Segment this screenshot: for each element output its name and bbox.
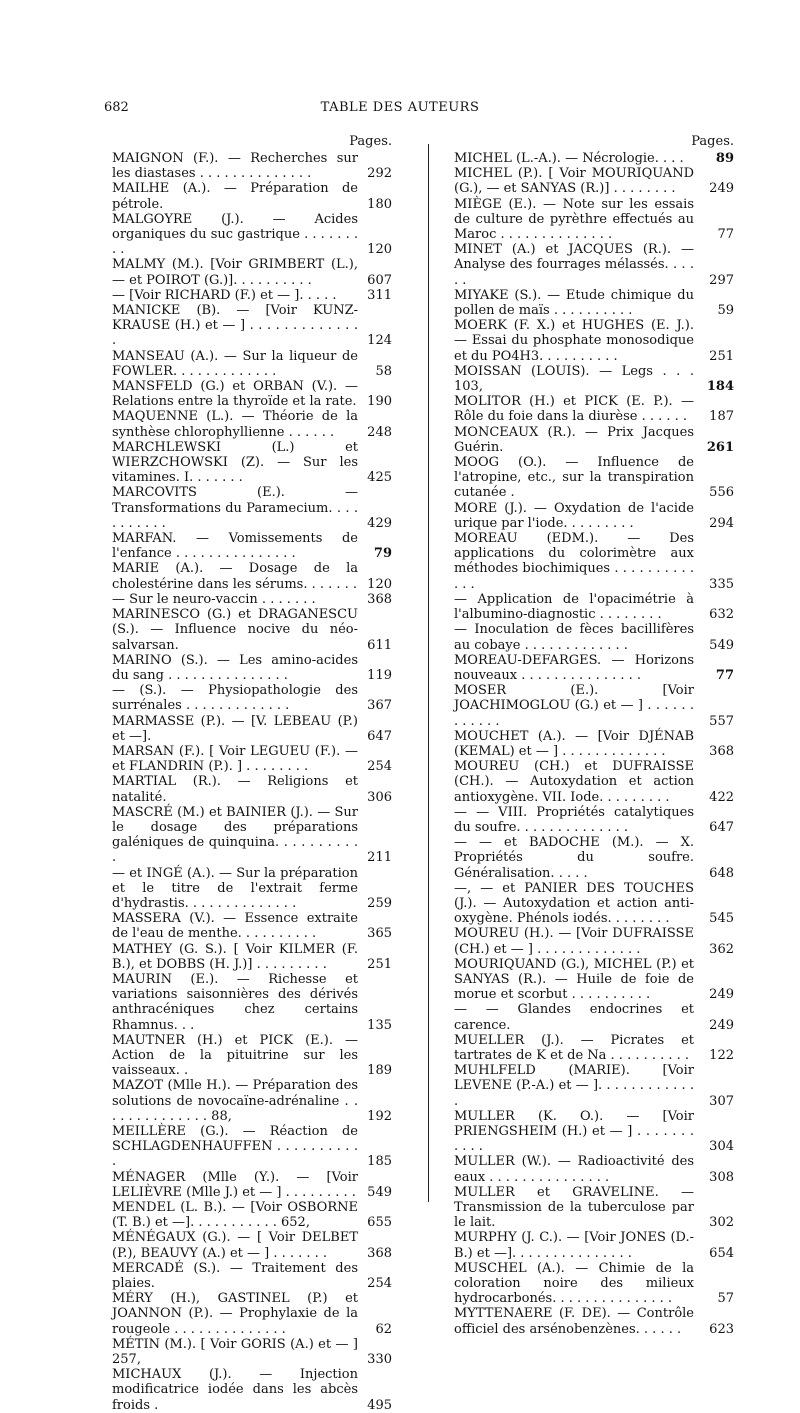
entry-page-number: 249 <box>709 1017 734 1033</box>
index-entry <box>112 1291 392 1337</box>
index-entry <box>454 151 734 166</box>
index-entry <box>454 318 734 364</box>
index-entry <box>454 455 734 501</box>
index-entry <box>112 911 392 941</box>
index-entry <box>112 531 392 561</box>
left-column <box>112 134 392 1413</box>
entry-page-number: 180 <box>367 196 392 212</box>
entry-text: MARSAN (F.). [ Voir LEGUEU (F.). — et FLANDRIN (P.). ] . . . . . . . . <box>112 743 358 775</box>
index-entry <box>112 561 392 591</box>
entry-text: MOSER (E.). [Voir JOACHIMOGLOU (G.) et — ] . . . . . . . . . . . . <box>454 683 694 729</box>
entry-page-number: 304 <box>709 1139 734 1155</box>
index-entry <box>454 1063 734 1109</box>
entry-text: MARIE (A.). — Dosage de la cholestérine dans les sérums. . . . . . . <box>112 561 358 592</box>
index-entry <box>454 1185 734 1231</box>
right-column <box>454 134 734 1337</box>
entry-text: MAZOT (Mlle H.). — Préparation des solutions de novocaïne-adrénaline . . . . . . . . . . . . . . 88, <box>112 1078 358 1124</box>
entry-page-number: 549 <box>709 637 734 653</box>
entry-page-number: 330 <box>367 1352 392 1368</box>
index-entry <box>454 805 734 835</box>
entry-page-number: 308 <box>709 1169 734 1185</box>
entry-page-number: 545 <box>709 911 734 927</box>
entry-page-number: 135 <box>367 1017 392 1033</box>
index-entry <box>112 212 392 258</box>
entry-text: MAILHE (A.). — Préparation de pétrole. <box>112 181 358 212</box>
entry-page-number: 557 <box>709 713 734 729</box>
entry-page-number: 120 <box>367 242 392 258</box>
index-entry <box>112 1124 392 1170</box>
index-entry <box>112 440 392 486</box>
entry-text: MUELLER (J.). — Picrates et tartrates de K et de Na . . . . . . . . . . <box>454 1032 694 1063</box>
pages-label: Pages. <box>691 134 734 149</box>
entry-text: — Sur le neuro-vaccin . . . . . . . <box>112 591 316 607</box>
page-number: 682 <box>104 100 129 115</box>
entry-text: MANSEAU (A.). — Sur la liqueur de FOWLER. . . . . . . . . . . . . <box>112 348 358 379</box>
entry-text: MIÈGE (E.). — Note sur les essais de culture de pyrèthre effectués au Maroc . . . . . . . . . . . . . . <box>454 196 694 243</box>
index-entry <box>112 1170 392 1200</box>
index-entry <box>112 805 392 866</box>
index-entry <box>112 257 392 287</box>
entry-page-number: 647 <box>709 819 734 835</box>
entry-text: MENDEL (L. B.). — [Voir OSBORNE (T. B.) et —]. . . . . . . . . . . 652, <box>112 1200 358 1231</box>
index-entry <box>112 607 392 653</box>
entry-text: MICHEL (L.-A.). — Nécrologie. . . . <box>454 151 684 166</box>
entry-page-number: 647 <box>367 728 392 744</box>
entry-text: MÉRY (H.), GASTINEL (P.) et JOANNON (P.). — Prophylaxie de la rougeole . . . . . . . . . . . . . . <box>112 1291 358 1337</box>
entry-text: MORE (J.). — Oxydation de l'acide urique par l'iode. . . . . . . . . <box>454 500 694 531</box>
page-title: TABLE DES AUTEURS <box>320 100 480 115</box>
entry-text: MICHAUX (J.). — Injection modificatrice iodée dans les abcès froids . <box>112 1367 358 1413</box>
entry-page-number: 623 <box>709 1321 734 1337</box>
entry-page-number: 57 <box>717 1291 734 1307</box>
index-entry <box>112 349 392 379</box>
index-entry <box>112 409 392 439</box>
index-entry <box>112 485 392 531</box>
index-entry <box>112 1337 392 1367</box>
entry-text: MOREAU-DEFARGES. — Horizons nouveaux . . . . . . . . . . . . . . . <box>454 652 694 683</box>
entry-text: MAURIN (E.). — Richesse et variations saisonnières des dérivés anthracéniques chez certains Rhamnus. . . <box>112 971 358 1033</box>
entry-page-number: 365 <box>367 926 392 942</box>
index-entry <box>454 592 734 622</box>
index-entry <box>454 622 734 652</box>
entry-page-number: 495 <box>367 1397 392 1413</box>
entry-page-number: 648 <box>709 865 734 881</box>
entry-page-number: 187 <box>709 409 734 425</box>
index-entry <box>454 531 734 592</box>
index-entry <box>112 744 392 774</box>
entry-text: MASCRÉ (M.) et BAINIER (J.). — Sur le dosage des préparations galéniques de quinquina. . . . . . . . . . . <box>112 804 358 866</box>
index-entry <box>454 881 734 927</box>
entry-page-number: 249 <box>709 987 734 1003</box>
index-entry <box>112 653 392 683</box>
entry-page-number: 632 <box>709 607 734 623</box>
entry-text: MAUTNER (H.) et PICK (E.). — Action de la pituitrine sur les vaisseaux. . <box>112 1032 358 1079</box>
entry-page-number: 185 <box>367 1154 392 1170</box>
entry-page-number: 335 <box>709 576 734 592</box>
index-entry <box>454 1033 734 1063</box>
entry-page-number: 248 <box>367 424 392 440</box>
pages-label: Pages. <box>349 134 392 149</box>
entry-text: MAQUENNE (L.). — Théorie de la synthèse chlorophyllienne . . . . . . <box>112 409 358 440</box>
entry-text: MUHLFELD (MARIE). [Voir LEVENE (P.-A.) et — ]. . . . . . . . . . . . . <box>454 1063 694 1109</box>
index-entry <box>112 866 392 912</box>
index-entry <box>112 303 392 349</box>
entry-text: MARFAN. — Vomissements de l'enfance . . . . . . . . . . . . . . . <box>112 531 358 562</box>
entry-text: MOOG (O.). — Influence de l'atropine, etc., sur la transpiration cutanée . <box>454 455 694 501</box>
index-entry <box>454 288 734 318</box>
entry-text: MOUREU (H.). — [Voir DUFRAISSE (CH.) et — ] . . . . . . . . . . . . . <box>454 926 694 957</box>
index-entry <box>454 501 734 531</box>
entry-page-number: 368 <box>709 743 734 759</box>
index-entry <box>112 1230 392 1260</box>
entry-text: MANICKE (B). — [Voir KUNZ-KRAUSE (H.) et — ] . . . . . . . . . . . . . . <box>112 303 358 349</box>
entry-page-number: 59 <box>717 303 734 319</box>
entry-page-number: 77 <box>715 667 734 683</box>
entry-text: MALGOYRE (J.). — Acides organiques du suc gastrique . . . . . . . . . <box>112 211 358 258</box>
page-header <box>0 100 800 124</box>
entry-text: MÉTIN (M.). [ Voir GORIS (A.) et — ] 257, <box>112 1336 358 1368</box>
entry-text: MULLER (K. O.). — [Voir PRIENGSHEIM (H.) et — ] . . . . . . . . . . . <box>454 1108 694 1155</box>
index-entry <box>454 926 734 956</box>
index-entry <box>112 683 392 713</box>
index-entry <box>112 288 392 303</box>
entry-text: MOURIQUAND (G.), MICHEL (P.) et SANYAS (R.). — Huile de foie de morue et scorbut . . . . . . . . . . <box>454 956 694 1003</box>
index-entry <box>112 774 392 804</box>
index-entry <box>454 166 734 196</box>
entry-page-number: 58 <box>375 363 392 379</box>
entry-text: MULLER et GRAVELINE. — Transmission de la tuberculose par le lait. <box>454 1184 694 1231</box>
index-entry <box>454 242 734 288</box>
entry-text: MATHEY (G. S.). [ Voir KILMER (F. B.), et DOBBS (H. J.)] . . . . . . . . . <box>112 941 358 972</box>
entry-text: — — VIII. Propriétés catalytiques du soufre. . . . . . . . . . . . . . <box>454 804 694 835</box>
index-entry <box>112 714 392 744</box>
entry-page-number: 89 <box>715 151 734 166</box>
entry-text: MÉNÉGAUX (G.). — [ Voir DELBET (P.), BEAUVY (A.) et — ] . . . . . . . <box>112 1230 358 1261</box>
index-entry <box>454 1002 734 1032</box>
index-entry <box>112 1261 392 1291</box>
index-entry <box>454 1154 734 1184</box>
entry-page-number: 422 <box>709 789 734 805</box>
entry-text: MARTIAL (R.). — Religions et natalité. <box>112 774 358 805</box>
entry-text: MOLITOR (H.) et PICK (E. P.). — Rôle du foie dans la diurèse . . . . . . <box>454 394 694 425</box>
index-entry <box>112 1078 392 1124</box>
entry-page-number: 249 <box>709 181 734 197</box>
entry-page-number: 189 <box>367 1063 392 1079</box>
index-entry <box>454 197 734 243</box>
column-divider <box>428 144 429 1202</box>
entry-text: —, — et PANIER DES TOUCHES (J.). — Autoxydation et action anti-oxygène. Phénols iodés. . . . . . . . <box>454 880 694 927</box>
entry-page-number: 306 <box>367 789 392 805</box>
index-entry <box>112 1367 392 1413</box>
entry-text: — — et BADOCHE (M.). — X. Propriétés du soufre. Généralisation. . . . . <box>454 835 694 881</box>
entry-page-number: 77 <box>717 227 734 243</box>
entry-text: MOERK (F. X.) et HUGHES (E. J.). — Essai du phosphate monosodique et du PO4H3. . . . . . . . . . <box>454 318 694 364</box>
index-entry <box>454 1230 734 1260</box>
entry-text: MARCHLEWSKI (L.) et WIERZCHOWSKI (Z). — Sur les vitamines. I. . . . . . . <box>112 439 358 486</box>
index-entry <box>454 1306 734 1336</box>
index-entry <box>454 425 734 455</box>
entry-text: MOREAU (EDM.). — Des applications du colorimètre aux méthodes biochimiques . . . . . . . . . . . . . <box>454 531 694 592</box>
index-entry <box>454 1261 734 1307</box>
entry-text: MIYAKE (S.). — Etude chimique du pollen de maïs . . . . . . . . . . <box>454 287 694 319</box>
entry-text: MARMASSE (P.). — [V. LEBEAU (P.) et —]. <box>112 713 358 744</box>
entry-text: MOUCHET (A.). — [Voir DJÉNAB (KEMAL) et — ] . . . . . . . . . . . . . <box>454 728 694 759</box>
entry-page-number: 549 <box>367 1184 392 1200</box>
entry-text: MICHEL (P.). [ Voir MOURIQUAND (G.), — et SANYAS (R.)] . . . . . . . . <box>454 166 694 197</box>
entry-text: — — Glandes endocrines et carence. <box>454 1002 694 1033</box>
entry-text: MANSFELD (G.) et ORBAN (V.). — Relations entre la thyroïde et la rate. <box>112 379 358 410</box>
index-entry <box>454 683 734 729</box>
entry-page-number: 607 <box>367 272 392 288</box>
entry-text: MEILLÈRE (G.). — Réaction de SCHLAGDENHAUFFEN . . . . . . . . . . . <box>112 1124 358 1170</box>
entry-page-number: 261 <box>706 439 734 455</box>
index-entry <box>454 394 734 424</box>
entry-text: MOISSAN (LOUIS). — Legs . . . 103, <box>454 363 694 395</box>
entry-page-number: 192 <box>367 1108 392 1124</box>
entry-text: MOUREU (CH.) et DUFRAISSE (CH.). — Autoxydation et action antioxygène. VII. Iode. . . . . . . . . <box>454 759 694 805</box>
entry-page-number: 62 <box>375 1321 392 1337</box>
entry-text: — Application de l'opacimétrie à l'albumino-diagnostic . . . . . . . . <box>454 591 694 623</box>
index-entry <box>112 151 392 181</box>
entry-text: MURPHY (J. C.). — [Voir JONES (D.-B.) et —]. . . . . . . . . . . . . . . <box>454 1230 694 1261</box>
index-entry <box>112 972 392 1033</box>
index-entry <box>454 1109 734 1155</box>
entry-page-number: 251 <box>367 956 392 972</box>
index-entry <box>454 835 734 881</box>
entry-text: MASSERA (V.). — Essence extraite de l'eau de menthe. . . . . . . . . . <box>112 911 358 942</box>
entry-text: — [Voir RICHARD (F.) et — ]. . . . . <box>112 287 337 303</box>
entry-text: MÉNAGER (Mlle (Y.). — [Voir LELIÈVRE (Mlle J.) et — ] . . . . . . . . . <box>112 1169 358 1200</box>
index-entry <box>454 759 734 805</box>
entry-page-number: 362 <box>709 941 734 957</box>
entry-text: MUSCHEL (A.). — Chimie de la coloration noire des milieux hydrocarbonés. . . . . . . . . . . . . . . <box>454 1260 694 1307</box>
entry-page-number: 307 <box>709 1093 734 1109</box>
entry-page-number: 302 <box>709 1215 734 1231</box>
entry-page-number: 184 <box>706 379 734 395</box>
index-entry <box>112 1200 392 1230</box>
entry-page-number: 654 <box>709 1245 734 1261</box>
entry-page-number: 79 <box>373 546 392 562</box>
entry-text: MULLER (W.). — Radioactivité des eaux . . . . . . . . . . . . . . . <box>454 1154 694 1185</box>
entry-text: MARINESCO (G.) et DRAGANESCU (S.). — Influence nocive du néo-salvarsan. <box>112 607 358 653</box>
entry-page-number: 367 <box>367 698 392 714</box>
entry-page-number: 190 <box>367 394 392 410</box>
entry-page-number: 122 <box>709 1047 734 1063</box>
entry-page-number: 368 <box>367 591 392 607</box>
entry-page-number: 429 <box>367 515 392 531</box>
entry-text: MARCOVITS (E.). — Transformations du Paramecium. . . . . . . . . . . <box>112 485 358 531</box>
entry-page-number: 294 <box>709 515 734 531</box>
entry-page-number: 311 <box>367 287 392 303</box>
entry-page-number: 211 <box>367 850 392 866</box>
entry-text: — (S.). — Physiopathologie des surrénales . . . . . . . . . . . . . <box>112 683 358 714</box>
entry-text: MINET (A.) et JACQUES (R.). — Analyse des fourrages mélassés. . . . . . <box>454 242 694 288</box>
entry-page-number: 368 <box>367 1245 392 1261</box>
entry-page-number: 259 <box>367 895 392 911</box>
index-entry <box>112 942 392 972</box>
entry-text: MONCEAUX (R.). — Prix Jacques Guérin. <box>454 424 694 455</box>
index-entry <box>112 1033 392 1079</box>
index-entry <box>454 653 734 683</box>
index-entry <box>112 181 392 211</box>
entry-text: MYTTENAERE (F. DE). — Contrôle officiel des arsénobenzènes. . . . . . <box>454 1306 694 1337</box>
entry-text: MARINO (S.). — Les amino-acides du sang . . . . . . . . . . . . . . . <box>112 652 358 683</box>
index-entry <box>454 957 734 1003</box>
entry-page-number: 297 <box>709 272 734 288</box>
entry-page-number: 254 <box>367 759 392 775</box>
entry-page-number: 119 <box>367 667 392 683</box>
index-entry <box>454 729 734 759</box>
entry-page-number: 292 <box>367 166 392 182</box>
entry-text: MAIGNON (F.). — Recherches sur les diastases . . . . . . . . . . . . . . <box>112 151 358 182</box>
entry-text: — Inoculation de fèces bacillifères au cobaye . . . . . . . . . . . . . <box>454 622 694 653</box>
index-entry <box>112 379 392 409</box>
entry-text: — et INGÉ (A.). — Sur la préparation et le titre de l'extrait ferme d'hydrastis. . . . . . . . . . . . . . <box>112 865 358 911</box>
entry-page-number: 655 <box>367 1215 392 1231</box>
entry-page-number: 124 <box>367 333 392 349</box>
entry-page-number: 611 <box>367 637 392 653</box>
entry-page-number: 425 <box>367 470 392 486</box>
entry-page-number: 120 <box>367 576 392 592</box>
entry-text: MERCADÉ (S.). — Traitement des plaies. <box>112 1260 358 1292</box>
entry-page-number: 556 <box>709 485 734 501</box>
index-entry <box>112 592 392 607</box>
entry-text: MALMY (M.). [Voir GRIMBERT (L.), — et POIROT (G.)]. . . . . . . . . . <box>112 257 358 288</box>
entry-page-number: 254 <box>367 1276 392 1292</box>
entry-page-number: 251 <box>709 348 734 364</box>
index-entry <box>454 364 734 394</box>
